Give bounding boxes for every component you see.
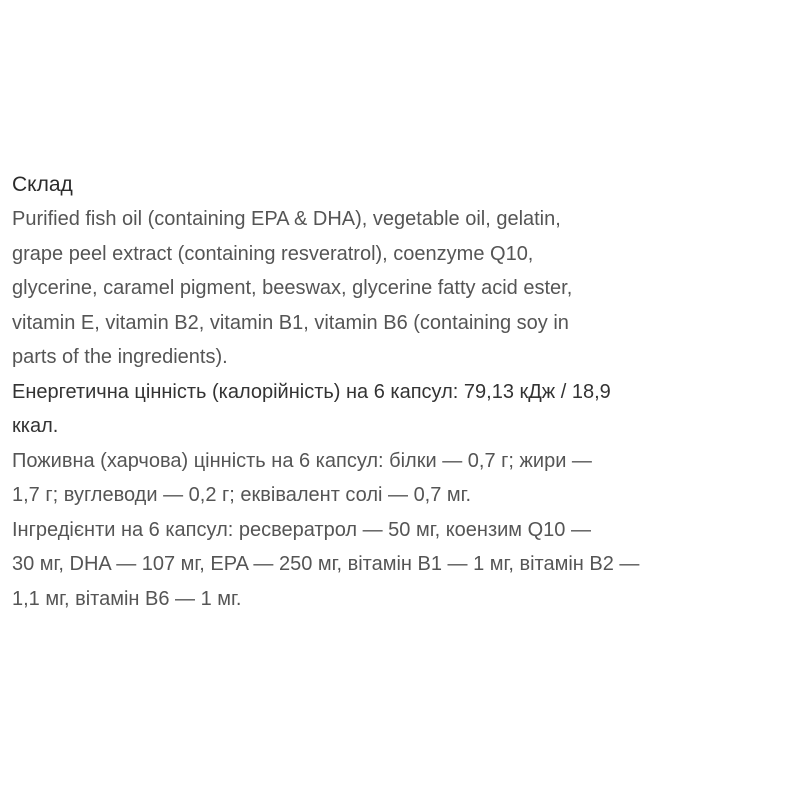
ingredients-line: Інгредієнти на 6 капсул: ресвератрол — 50 мг, коензим Q10 — xyxy=(12,518,591,541)
composition-line: Purified fish oil (containing EPA & DHA), vegetable oil, gelatin, xyxy=(12,208,561,230)
composition-section xyxy=(12,168,796,616)
composition-line: vitamin E, vitamin B2, vitamin B1, vitamin B6 (containing soy in xyxy=(12,311,569,334)
section-title: Склад xyxy=(12,173,73,196)
energy-value-line: Енергетична цінність (калорійність) на 6 капсул: 79,13 кДж / 18,9 xyxy=(12,380,611,403)
composition-line: glycerine, caramel pigment, beeswax, glycerine fatty acid ester, xyxy=(12,277,573,299)
composition-line: parts of the ingredients). xyxy=(12,346,228,368)
ingredients-line: 1,1 мг, вітамін B6 — 1 мг. xyxy=(12,587,242,610)
nutrition-value-line: Поживна (харчова) цінність на 6 капсул: білки — 0,7 г; жири — xyxy=(12,449,592,472)
nutrition-value-line: 1,7 г; вуглеводи — 0,2 г; еквівалент солі — 0,7 мг. xyxy=(12,484,472,506)
energy-value-line: ккал. xyxy=(12,415,59,437)
composition-line: grape peel extract (containing resveratrol), coenzyme Q10, xyxy=(12,242,534,265)
ingredients-line: 30 мг, DHA — 107 мг, EPA — 250 мг, вітамін B1 — 1 мг, вітамін B2 — xyxy=(12,553,640,575)
